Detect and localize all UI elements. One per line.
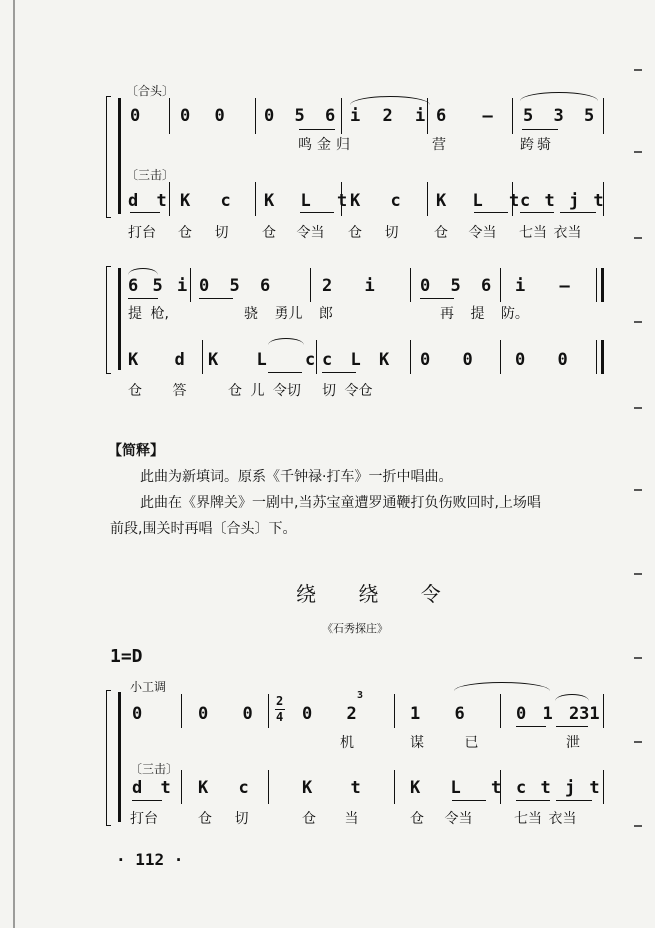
perc-word-4: 仓 令当 <box>410 811 473 827</box>
grace-note: 3 <box>357 690 364 701</box>
lyric-1: 鸣金归 <box>298 137 355 153</box>
perc-word-6: 七当 衣当 <box>519 225 582 241</box>
vocal-measure-2: 0 0 <box>198 704 253 724</box>
perc-measure-6: c t j t <box>520 191 604 211</box>
perc-measure-3: K L t <box>264 191 348 211</box>
label-mode: 小工调 <box>130 680 167 694</box>
perc-word-4: 仓 切 <box>348 225 399 241</box>
vocal-measure-1: 6 5 i <box>128 276 188 296</box>
time-sig-top: 2 <box>276 694 284 708</box>
perc-measure-1: d t <box>132 778 171 798</box>
perc-measure-1: d t <box>128 191 167 211</box>
lyric-2: 营 <box>432 137 446 153</box>
vocal-measure-3: 2 i <box>322 276 375 296</box>
perc-measure-4: 0 0 <box>420 350 473 370</box>
perc-measure-4: K L t <box>410 778 502 798</box>
vocal-measure-1: 0 <box>132 704 143 724</box>
perc-word-1: 打台 <box>128 225 156 241</box>
perc-word-3: 仓 令当 <box>262 225 325 241</box>
perc-measure-1: K d <box>128 350 185 370</box>
perc-word-2: 仓 切 <box>198 811 249 827</box>
perc-measure-2: K L c <box>208 350 316 370</box>
perc-word-1: 打台 <box>130 811 158 827</box>
perc-measure-3: c L K <box>322 350 390 370</box>
label-sanji: 〔三击〕 <box>126 168 175 182</box>
vocal-measure-5: 0 1 231 <box>516 704 600 724</box>
perc-measure-5: 0 0 <box>515 350 568 370</box>
perc-measure-2: K c <box>198 778 249 798</box>
perc-measure-5: K L t <box>436 191 520 211</box>
vocal-measure-3: 0 5 6 <box>264 106 336 126</box>
perc-measure-4: K c <box>350 191 401 211</box>
lyric-1: 机 <box>340 735 354 751</box>
vocal-measure-4: i 2 i <box>350 106 426 126</box>
label-sanji: 〔三击〕 <box>130 762 179 776</box>
perc-measure-2: K c <box>180 191 231 211</box>
perc-word-1: 仓 答 <box>128 383 187 399</box>
notes-line-3: 前段,围关时再唱〔合头〕下。 <box>110 521 297 537</box>
label-hetou: 〔合头〕 <box>126 84 175 98</box>
perc-word-5: 七当 衣当 <box>514 811 577 827</box>
notes-line-1: 此曲为新填词。原系《千钟禄·打车》一折中唱曲。 <box>140 469 453 485</box>
page-number: · 112 · <box>116 850 184 869</box>
vocal-measure-5: i — <box>515 276 570 296</box>
perc-word-3: 仓 当 <box>302 811 359 827</box>
time-sig-bottom: 4 <box>276 710 284 724</box>
vocal-measure-3: 0 2 <box>302 704 357 724</box>
lyric-2: 骁 勇儿 郎 <box>244 306 333 322</box>
lyric-1: 提 枪, <box>128 306 169 322</box>
perc-word-2: 仓 儿 令切 <box>228 383 301 399</box>
perc-measure-5: c t j t <box>516 778 600 798</box>
perc-measure-3: K t <box>302 778 361 798</box>
lyric-2: 谋 已 <box>410 735 479 751</box>
vocal-measure-6: 5 3 5 <box>523 106 595 126</box>
vocal-measure-4: 0 5 6 <box>420 276 492 296</box>
lyric-3: 再 提 防。 <box>440 306 529 322</box>
vocal-measure-2: 0 0 <box>180 106 225 126</box>
perc-word-5: 仓 令当 <box>434 225 497 241</box>
vocal-measure-2: 0 5 6 <box>199 276 271 296</box>
notes-line-2: 此曲在《界牌关》一剧中,当苏宝童遭罗通鞭打负伤败回时,上场唱 <box>140 495 541 511</box>
vocal-measure-4: 1 6 <box>410 704 465 724</box>
lyric-3: 跨骑 <box>520 137 554 153</box>
perc-word-3: 切 令仓 <box>322 383 373 399</box>
lyric-3: 泄 <box>566 735 580 751</box>
vocal-measure-5: 6 — <box>436 106 493 126</box>
key-signature: 1=D <box>110 646 143 667</box>
notes-heading: 【简释】 <box>108 443 164 459</box>
perc-word-2: 仓 切 <box>178 225 229 241</box>
song-title: 绕 绕 令 <box>296 582 459 606</box>
song-subtitle: 《石秀探庄》 <box>322 622 388 635</box>
vocal-measure-1: 0 <box>130 106 141 126</box>
